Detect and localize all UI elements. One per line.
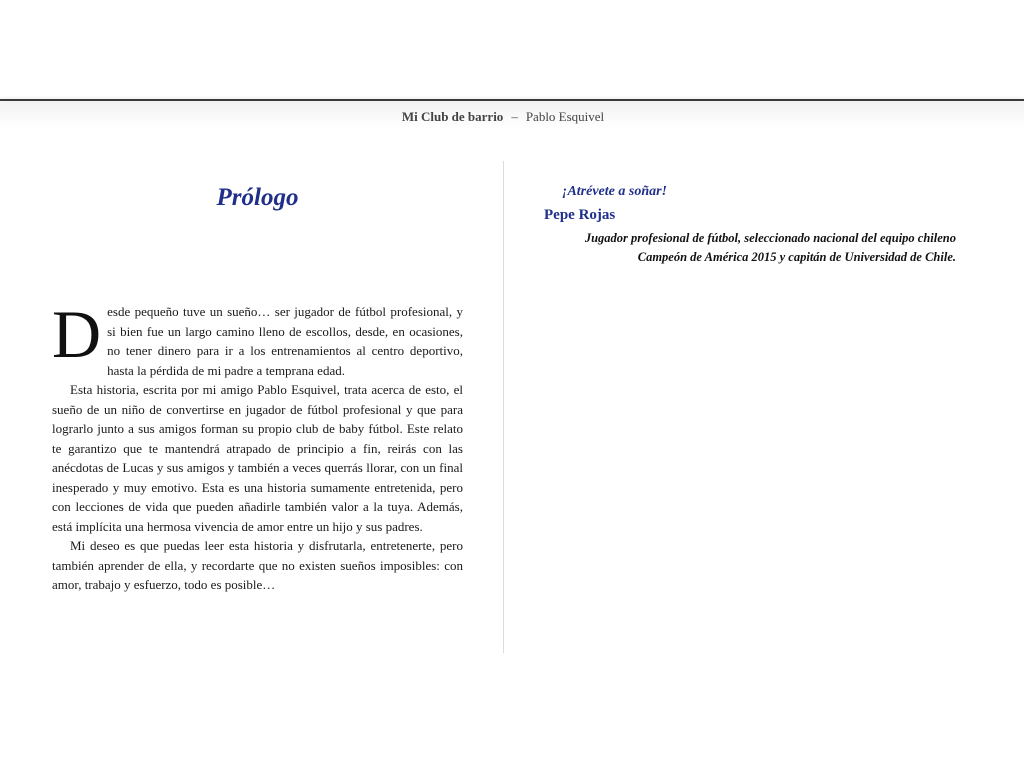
paragraph-1-text: esde pequeño tuve un sueño… ser jugador de fútbol profesional, y si bien fue un largo camino lleno de escollos, desde, en ocasiones, no tener dinero para ir a los entrenamientos al centro deportivo, hasta la pérdida de mi padre a temprana edad. (107, 304, 463, 378)
signature-name: Pepe Rojas (544, 207, 616, 223)
book-spread (0, 101, 1024, 768)
signature-description (585, 229, 956, 267)
page-gutter-divider (503, 161, 504, 653)
epigraph: ¡Atrévete a soñar! (562, 184, 667, 199)
running-head-book-title: Mi Club de barrio (401, 109, 504, 124)
signature-line-2: Campeón de América 2015 y capitán de Universidad de Chile. (637, 250, 956, 264)
running-head-separator: – (511, 109, 518, 124)
running-head (0, 109, 1006, 125)
prologue-body (52, 296, 463, 595)
top-blank-area (0, 0, 1024, 99)
paragraph-2: Esta historia, escrita por mi amigo Pablo Esquivel, trata acerca de esto, el sueño de un niño de convertirse en jugador de fútbol profesional y que para lograrlo junto a sus amigos forman su propio club de baby fútbol. Este relato te garantizo que te mantendrá atrapado de principio a fin, reirás con las anécdotas de Lucas y sus amigos y también a veces querrás llorar, con un final inesperado y muy emotivo. Esta es una historia sumamente entretenida, pero con lecciones de vida que pueden añadirle también valor a la tuya. Además, está implícita una hermosa vivencia de amor entre un hijo y sus padres. (52, 382, 463, 534)
signature-line-1: Jugador profesional de fútbol, seleccionado nacional del equipo chileno (584, 231, 956, 245)
running-head-author: Pablo Esquivel (525, 109, 605, 124)
chapter-title: Prólogo (216, 184, 299, 211)
drop-cap: D (52, 296, 102, 372)
paragraph-3: Mi deseo es que puedas leer esta historia y disfrutarla, entretenerte, pero también aprender de ella, y recordarte que no existen sueños imposibles: con amor, trabajo y esfuerzo, todo es posible… (52, 538, 463, 592)
paragraph-1 (52, 296, 463, 380)
